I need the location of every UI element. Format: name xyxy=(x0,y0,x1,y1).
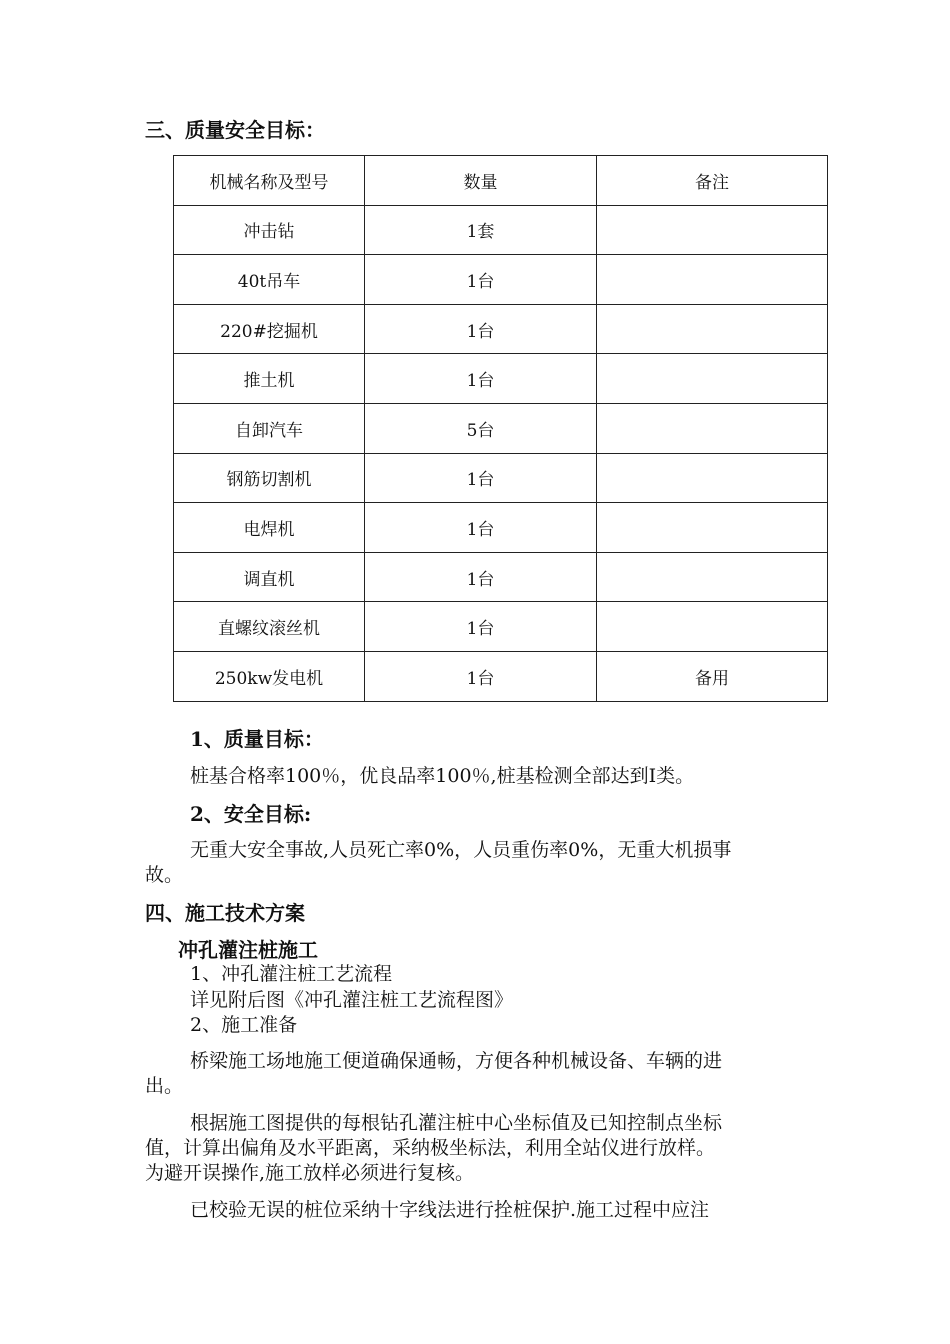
machine-name-cell: 钢筋切割机 xyxy=(174,453,365,503)
remarks-cell xyxy=(597,453,828,503)
quantity-cell: 1台 xyxy=(365,304,597,354)
remarks-cell xyxy=(597,403,828,453)
table-row xyxy=(174,602,828,652)
remarks-cell xyxy=(597,552,828,602)
section-heading-construction-plan: 四、施工技术方案 xyxy=(145,901,305,925)
preparation-item: 2、施工准备 xyxy=(190,1014,298,1036)
table-row xyxy=(174,552,828,602)
quantity-cell: 1台 xyxy=(365,651,597,701)
table-row xyxy=(174,255,828,305)
column-header-machine: 机械名称及型号 xyxy=(174,156,365,206)
safety-target-text-line1: 无重大安全事故,人员死亡率0%，人员重伤率0%，无重大机损事 xyxy=(190,839,732,861)
table-header-row xyxy=(174,156,828,206)
paragraph-site-access-line2: 出。 xyxy=(145,1075,184,1097)
remarks-cell xyxy=(597,503,828,553)
remarks-cell: 备用 xyxy=(597,651,828,701)
machine-name-cell: 自卸汽车 xyxy=(174,403,365,453)
table-row xyxy=(174,651,828,701)
safety-target-text-line2: 故。 xyxy=(145,864,184,886)
quantity-cell: 1台 xyxy=(365,602,597,652)
machine-name-cell: 推土机 xyxy=(174,354,365,404)
paragraph-site-access-line1: 桥梁施工场地施工便道确保通畅，方便各种机械设备、车辆的进 xyxy=(190,1050,723,1072)
remarks-cell xyxy=(597,304,828,354)
section-heading-quality-safety: 三、质量安全目标： xyxy=(145,118,325,142)
remarks-cell xyxy=(597,602,828,652)
equipment-table-body xyxy=(174,156,828,702)
machine-name-cell: 40t吊车 xyxy=(174,255,365,305)
quality-target-heading: 1、质量目标： xyxy=(190,727,324,751)
remarks-cell xyxy=(597,354,828,404)
machine-name-cell: 电焊机 xyxy=(174,503,365,553)
machine-name-cell: 调直机 xyxy=(174,552,365,602)
paragraph-pile-protection-line1: 已校验无误的桩位采纳十字线法进行拴桩保护.施工过程中应注 xyxy=(190,1199,710,1221)
column-header-quantity: 数量 xyxy=(365,156,597,206)
remarks-cell xyxy=(597,205,828,255)
paragraph-layout-line2: 值，计算出偏角及水平距离，采纳极坐标法，利用全站仪进行放样。 xyxy=(145,1137,716,1159)
process-flow-item: 1、冲孔灌注桩工艺流程 xyxy=(190,963,393,985)
equipment-table xyxy=(173,155,828,702)
subheading-pile-construction: 冲孔灌注桩施工 xyxy=(178,938,318,962)
quantity-cell: 1台 xyxy=(365,552,597,602)
table-row xyxy=(174,205,828,255)
table-row xyxy=(174,304,828,354)
machine-name-cell: 250kw发电机 xyxy=(174,651,365,701)
remarks-cell xyxy=(597,255,828,305)
quantity-cell: 1台 xyxy=(365,453,597,503)
quantity-cell: 1台 xyxy=(365,354,597,404)
paragraph-layout-line3: 为避开误操作,施工放样必须进行复核。 xyxy=(145,1162,475,1184)
column-header-remarks: 备注 xyxy=(597,156,828,206)
quantity-cell: 5台 xyxy=(365,403,597,453)
table-row xyxy=(174,354,828,404)
process-flow-detail: 详见附后图《冲孔灌注桩工艺流程图》 xyxy=(190,989,514,1011)
paragraph-layout-line1: 根据施工图提供的每根钻孔灌注桩中心坐标值及已知控制点坐标 xyxy=(190,1112,723,1134)
quantity-cell: 1台 xyxy=(365,255,597,305)
machine-name-cell: 220#挖掘机 xyxy=(174,304,365,354)
quantity-cell: 1套 xyxy=(365,205,597,255)
quality-target-text: 桩基合格率100％，优良品率100％,桩基检测全部达到Ⅰ类。 xyxy=(190,765,695,787)
safety-target-heading: 2、安全目标: xyxy=(190,802,312,826)
table-row xyxy=(174,403,828,453)
machine-name-cell: 冲击钻 xyxy=(174,205,365,255)
machine-name-cell: 直螺纹滚丝机 xyxy=(174,602,365,652)
table-row xyxy=(174,453,828,503)
table-row xyxy=(174,503,828,553)
quantity-cell: 1台 xyxy=(365,503,597,553)
